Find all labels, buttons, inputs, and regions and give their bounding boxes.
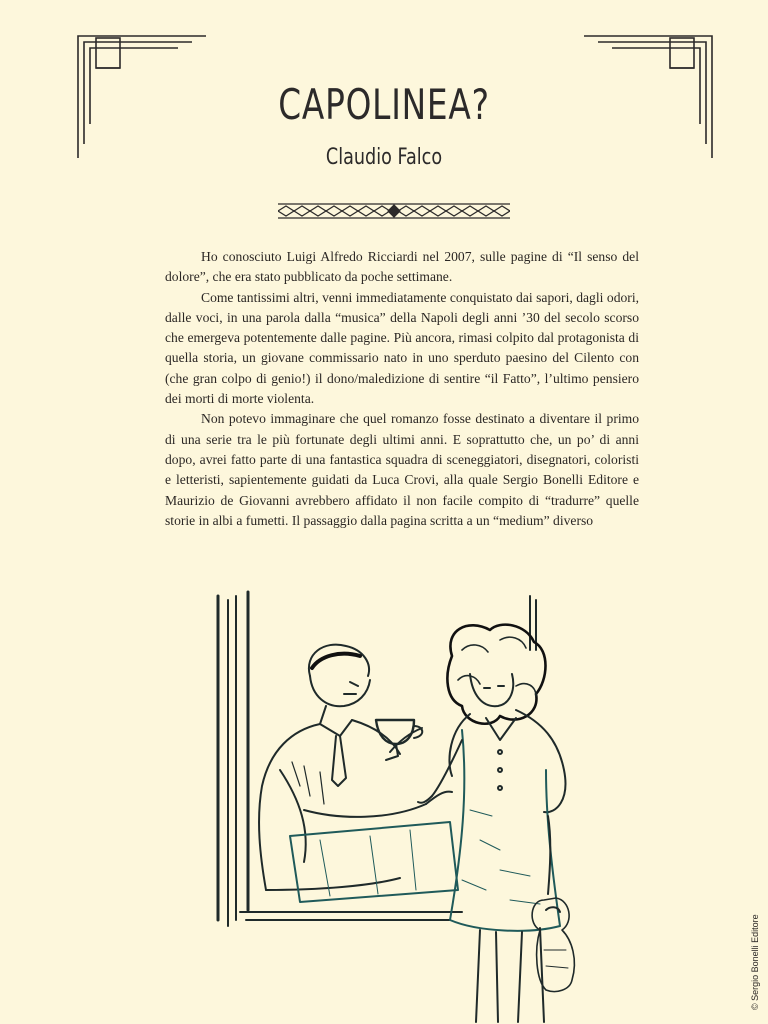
article-paragraph: Non potevo immaginare che quel romanzo fosse destinato a diventare il primo di una serie tra le più fortunate degli ultimi anni. E soprattutto che, un po’ di anni dopo, avrei fatto parte di una fantastica squadra di sceneggiatori, disegnatori, coloristi e letteristi, sapientemente guidati da Luca Crovi, alla quale Sergio Bonelli Editore e Maurizio de Giovanni avrebbero affidato il non facile compito di “tradurre” quelle storie in albi a fumetti. Il passaggio dalla pagina scritta a un “medium” diverso — [165, 411, 639, 528]
copyright-credit: © Sergio Bonelli Editore — [750, 914, 760, 1010]
title-divider-ornament — [278, 203, 510, 219]
article-paragraph: Come tantissimi altri, venni immediatamente conquistato dai sapori, dagli odori, dalle voci, in una parola dalla “musica” della Napoli degli anni ’30 del secolo scorso che emergeva potentemente dalle pagine. Più ancora, rimasi colpito dal protagonista di quella storia, un giovane commissario nato in uno sperduto paesino del Cilento con (che gran colpo di genio!) il dono/maledizione di sentire “il Fatto”, l’ultimo pensiero dei morti di morte violenta. — [165, 289, 639, 407]
article-body — [165, 247, 639, 531]
author-name: Claudio Falco — [325, 145, 443, 170]
article-paragraph: Ho conosciuto Luigi Alfredo Ricciardi nel 2007, sulle pagine di “Il senso del dolore”, che era stato pubblicato da poche settimane. — [165, 249, 639, 285]
page-title: CAPOLINEA? — [278, 80, 490, 129]
comic-illustration — [200, 590, 620, 1024]
